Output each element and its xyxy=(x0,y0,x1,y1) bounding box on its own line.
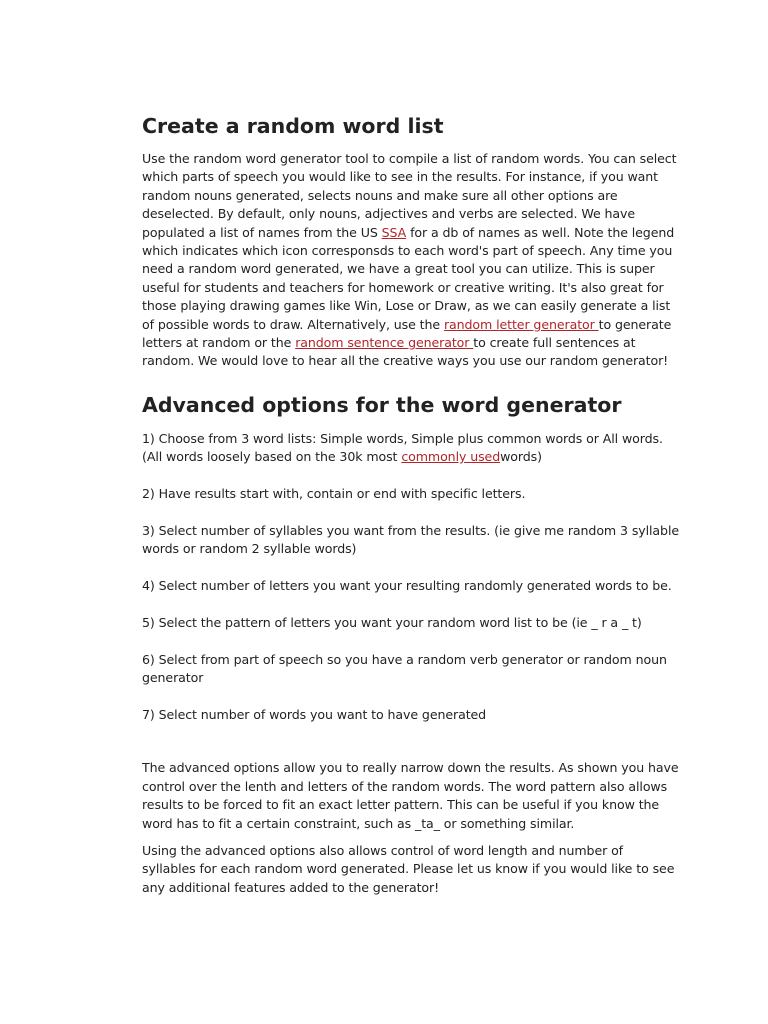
option-item-3: 3) Select number of syllables you want from the results. (ie give me random 3 syllable words or random 2 syllable words) xyxy=(142,522,679,557)
intro-paragraph xyxy=(142,150,680,371)
option-item-7: 7) Select number of words you want to have generated xyxy=(142,706,487,722)
intro-text-b: for a db of names as well. Note the legend which indicates which icon corresponsds to each word's part of speech. Any time you need a random word generated, we have a great tool you can utilize. This is super useful for students and teachers for homework or creative writing. It's also great for those playing drawing games like Win, Lose or Draw, as we can easily generate a list of possible words to draw. Alternatively, use the xyxy=(142,224,675,332)
advanced-options-paragraph: The advanced options allow you to really narrow down the results. As shown you have control over the lenth and letters of the random words. The word pattern also allows results to be forced to fit an exact letter pattern. This can be useful if you know the word has to fit a certain constraint, such as _ta_ or something similar. xyxy=(142,760,679,831)
heading-advanced-options: Advanced options for the word generator xyxy=(142,392,622,417)
heading-create-random-word-list: Create a random word list xyxy=(142,114,444,138)
word-length-paragraph: Using the advanced options also allows control of word length and number of syllables for each random word generated. Please let us know if you would like to see any additional features added to the generator! xyxy=(142,842,675,895)
intro-text-a: Use the random word generator tool to compile a list of random words. You can select which parts of speech you would like to see in the results. For instance, if you want random nouns generated, selects nouns and make sure all other options are deselected. By default, only nouns, adjectives and verbs are selected. We have populated a list of names from the US xyxy=(142,151,677,240)
option-item-1 xyxy=(142,430,680,467)
commonly-used-link[interactable]: commonly used xyxy=(401,449,501,465)
option-item-1-text-b: words) xyxy=(500,449,542,465)
option-item-2: 2) Have results start with, contain or end with specific letters. xyxy=(142,486,526,502)
option-item-1-text-a: 1) Choose from 3 word lists: Simple words, Simple plus common words or All words. (All words loosely based on the 30k most xyxy=(142,430,663,465)
random-sentence-generator-link[interactable]: random sentence generator xyxy=(295,335,474,351)
ssa-link[interactable]: SSA xyxy=(381,224,407,240)
intro-text-d: to create full sentences at random. We would love to hear all the creative ways you use our random generator! xyxy=(142,335,669,369)
random-letter-generator-link[interactable]: random letter generator xyxy=(443,316,599,332)
article-content xyxy=(142,112,680,897)
intro-text-c: to generate letters at random or the xyxy=(142,316,672,351)
option-item-4: 4) Select number of letters you want your resulting randomly generated words to be. xyxy=(142,578,672,594)
option-item-6: 6) Select from part of speech so you have a random verb generator or random noun generator xyxy=(142,651,667,686)
option-item-5: 5) Select the pattern of letters you want your random word list to be (ie _ r a _ t) xyxy=(142,614,642,630)
